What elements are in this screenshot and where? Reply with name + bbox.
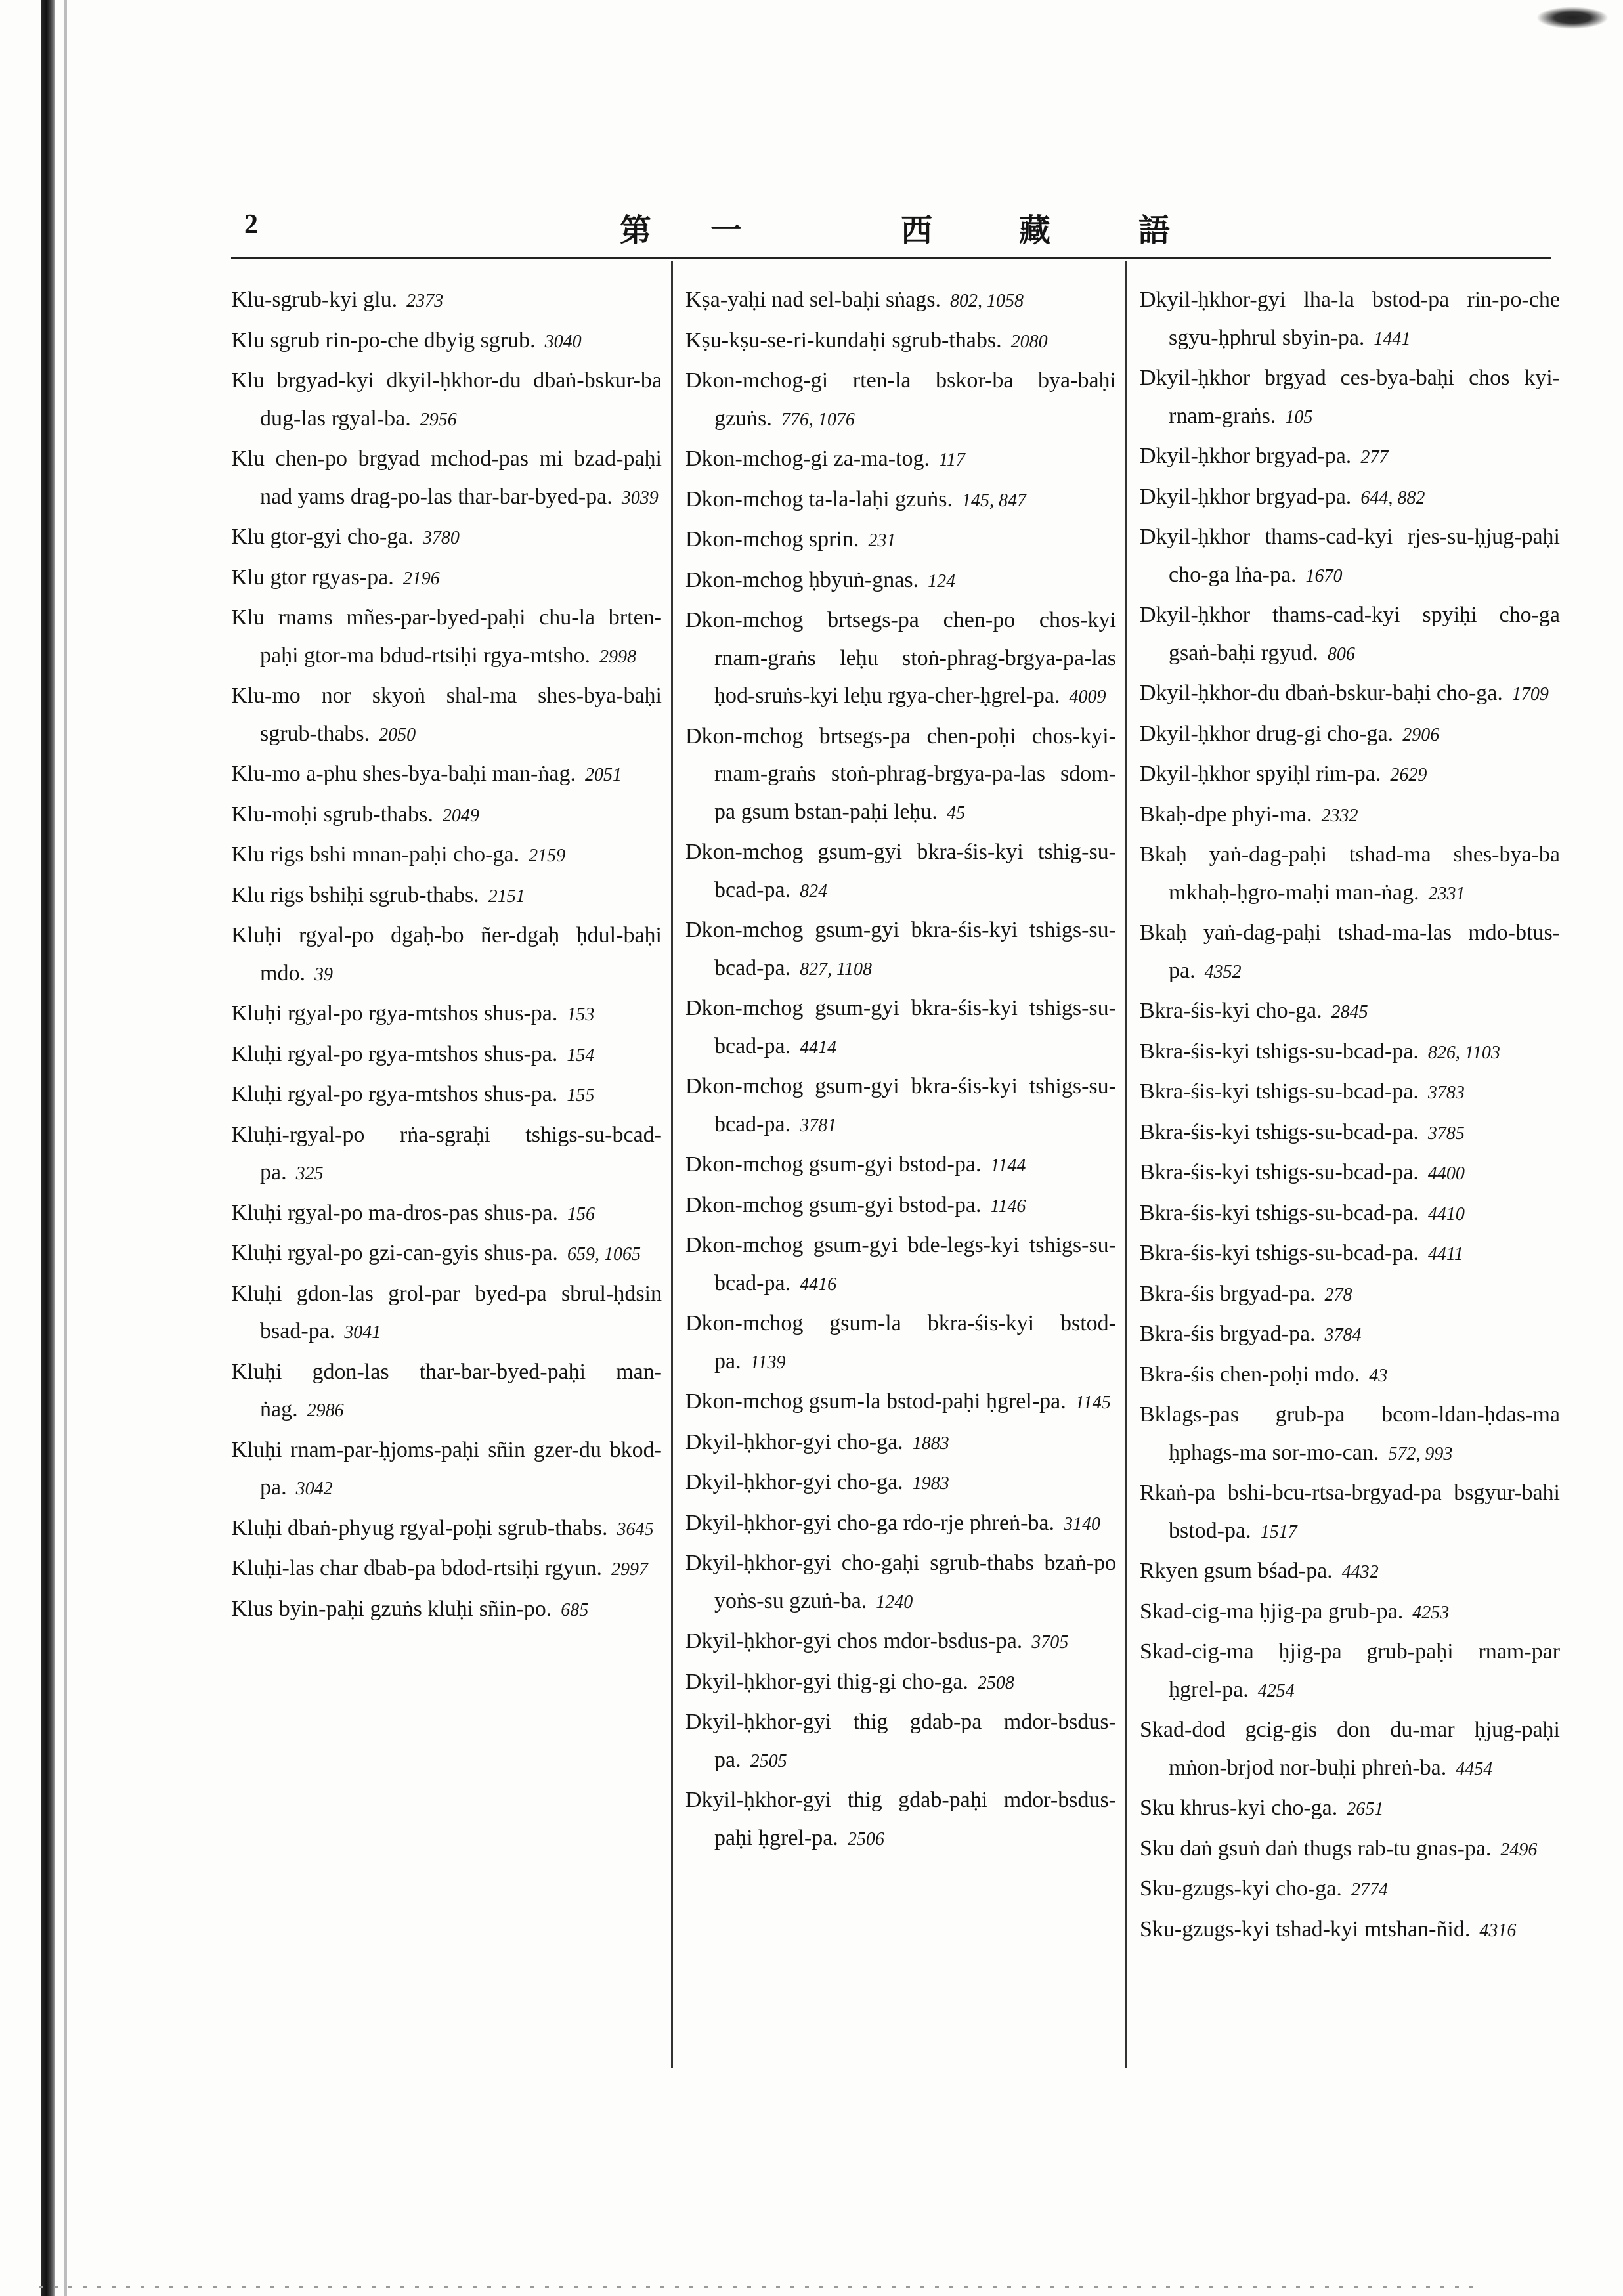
index-entry <box>231 599 662 676</box>
entry-reference-number: 153 <box>567 1005 595 1025</box>
entry-reference-number: 2774 <box>1351 1880 1388 1900</box>
entry-reference-number: 4253 <box>1412 1602 1450 1623</box>
index-entry <box>685 1504 1116 1544</box>
entry-reference-number: 1983 <box>912 1473 949 1494</box>
running-title-char-5: 語 <box>1138 212 1171 249</box>
entry-reference-number: 3783 <box>1427 1083 1465 1103</box>
entry-title: Rkaṅ-pa bshi-bcu-rtsa-brgyad-pa bsgyur-bahi bstod-pa. <box>1140 1481 1560 1543</box>
index-entry <box>1140 518 1560 595</box>
entry-title: Sku daṅ gsuṅ daṅ thugs rab-tu gnas-pa. <box>1140 1836 1492 1861</box>
entry-reference-number: 802, 1058 <box>950 291 1024 311</box>
index-entry <box>1140 715 1560 754</box>
index-entry <box>1140 1711 1560 1788</box>
entry-title: Rkyen gsum bśad-pa. <box>1140 1559 1333 1583</box>
index-entry <box>1140 992 1560 1031</box>
entry-reference-number: 2080 <box>1010 331 1048 352</box>
entry-title: Bkra-śis brgyad-pa. <box>1140 1322 1316 1346</box>
entry-title: Dkyil-ḥkhor-du dbaṅ-bskur-baḥi cho-ga. <box>1140 681 1503 705</box>
index-entry <box>231 1116 662 1193</box>
entry-title: Dkon-mchog gsum-la bstod-paḥi ḥgrel-pa. <box>685 1389 1066 1414</box>
index-entry <box>1140 1396 1560 1473</box>
entry-title: Dkyil-ḥkhor-gyi chos mdor-bsdus-pa. <box>685 1629 1023 1653</box>
entry-title: Kṣa-yaḥi nad sel-baḥi sṅags. <box>685 288 941 312</box>
index-entry <box>685 1383 1116 1422</box>
entry-title: Bkra-śis brgyad-pa. <box>1140 1281 1316 1306</box>
index-entry <box>231 362 662 439</box>
entry-reference-number: 2956 <box>420 409 457 430</box>
index-entry <box>231 877 662 916</box>
entry-title: Kluḥi rgyal-po gzi-can-gyis shus-pa. <box>231 1241 558 1265</box>
entry-title: Dkon-mchog gsum-gyi bkra-śis-kyi tshigs-su-bcad-pa. <box>685 996 1116 1058</box>
entry-title: Dkon-mchog gsum-gyi bstod-pa. <box>685 1152 982 1177</box>
entry-title: Dkon-mchog gsum-gyi bstod-pa. <box>685 1192 982 1217</box>
entry-reference-number: 2506 <box>847 1829 884 1850</box>
index-entry <box>685 601 1116 716</box>
entry-reference-number: 3645 <box>617 1519 654 1540</box>
index-entry <box>685 1423 1116 1463</box>
index-entry <box>231 1353 662 1430</box>
entry-reference-number: 3785 <box>1427 1123 1465 1144</box>
index-entry <box>231 440 662 517</box>
index-entry <box>1140 1073 1560 1112</box>
entry-title: Kluḥi rgyal-po rgya-mtshos shus-pa. <box>231 1082 558 1106</box>
entry-title: Dkon-mchog gsum-gyi bde-legs-kyi tshigs-su-bcad-pa. <box>685 1233 1116 1295</box>
entry-reference-number: 3781 <box>800 1115 837 1136</box>
entry-title: Kluḥi gdon-las thar-bar-byed-paḥi man-ṅag. <box>231 1359 662 1421</box>
index-entry <box>1140 836 1560 913</box>
scan-smudge <box>1536 7 1609 29</box>
entry-title: Klu gtor-gyi cho-ga. <box>231 525 414 549</box>
entry-title: Sku-gzugs-kyi cho-ga. <box>1140 1876 1342 1901</box>
entry-title: Dkyil-ḥkhor-gyi cho-ga rdo-rje phreṅ-ba. <box>685 1510 1055 1535</box>
entry-reference-number: 2332 <box>1321 805 1358 826</box>
index-entry <box>231 1590 662 1630</box>
entry-reference-number: 2051 <box>584 765 622 785</box>
entry-title: Klu brgyad-kyi dkyil-ḥkhor-du dbaṅ-bskur-ba dug-las rgyal-ba. <box>231 368 662 431</box>
entry-title: Dkon-mchog gsum-gyi bkra-śis-kyi tshigs-su-bcad-pa. <box>685 918 1116 980</box>
entry-reference-number: 1144 <box>990 1156 1026 1176</box>
entry-reference-number: 1139 <box>750 1352 786 1373</box>
index-entry <box>685 1622 1116 1662</box>
entry-title: Klu rigs bshiḥi sgrub-thabs. <box>231 882 479 907</box>
index-entry <box>1140 1234 1560 1274</box>
index-entry <box>231 1194 662 1234</box>
entry-reference-number: 43 <box>1369 1365 1388 1386</box>
index-entry <box>1140 1789 1560 1829</box>
entry-title: Kluḥi rgyal-po ma-dros-pas shus-pa. <box>231 1200 558 1225</box>
index-entry <box>231 559 662 598</box>
entry-reference-number: 806 <box>1327 643 1355 664</box>
entry-title: Bkaḥ yaṅ-dag-paḥi tshad-ma-las mdo-btus-pa. <box>1140 921 1560 983</box>
entry-reference-number: 145, 847 <box>961 490 1026 511</box>
index-entry <box>1140 1552 1560 1592</box>
entry-reference-number: 278 <box>1324 1284 1352 1305</box>
entry-title: Dkyil-ḥkhor brgyad-pa. <box>1140 444 1352 468</box>
entry-title: Klu-sgrub-kyi glu. <box>231 288 398 312</box>
index-entry <box>1140 437 1560 477</box>
running-title-char-4: 藏 <box>1019 212 1051 249</box>
entry-reference-number: 117 <box>939 450 965 470</box>
entry-reference-number: 4432 <box>1341 1562 1379 1582</box>
entry-reference-number: 2331 <box>1428 883 1465 904</box>
entry-title: Klu rnams mñes-par-byed-paḥi chu-la brten-paḥi gtor-ma bdud-rtsiḥi rgya-mtsho. <box>231 605 662 668</box>
entry-reference-number: 827, 1108 <box>800 959 873 980</box>
entry-reference-number: 3040 <box>544 331 582 352</box>
entry-title: Dkon-mchog brtsegs-pa chen-po chos-kyi rnam-graṅs leḥu stoṅ-phrag-brgya-pa-las ḥod-sruṅs-kyi leḥu rgya-cher-ḥgrel-pa. <box>685 608 1116 708</box>
entry-title: Dkyil-ḥkhor-gyi cho-ga. <box>685 1470 903 1494</box>
entry-title: Dkon-mchog sprin. <box>685 527 859 552</box>
entry-reference-number: 2629 <box>1390 765 1427 785</box>
entry-reference-number: 4316 <box>1479 1920 1517 1941</box>
index-entry <box>1140 359 1560 436</box>
entry-reference-number: 4454 <box>1456 1758 1493 1779</box>
index-entry <box>685 1463 1116 1503</box>
entry-reference-number: 3042 <box>295 1479 333 1499</box>
entry-reference-number: 2986 <box>307 1400 344 1421</box>
entry-title: Kluḥi-rgyal-po rṅa-sgraḥi tshigs-su-bcad-pa. <box>231 1122 662 1184</box>
index-entry <box>685 1305 1116 1381</box>
entry-title: Kluḥi rnam-par-ḥjoms-paḥi sñin gzer-du bkod-pa. <box>231 1437 662 1500</box>
running-title-char-2: 一 <box>710 212 743 249</box>
index-entry <box>1140 281 1560 358</box>
index-column-3 <box>1140 281 1560 1951</box>
entry-title: Dkyil-ḥkhor-gyi cho-ga. <box>685 1429 903 1454</box>
entry-reference-number: 154 <box>567 1045 595 1066</box>
entry-title: Dkyil-ḥkhor thams-cad-kyi spyiḥi cho-ga gsaṅ-baḥi rgyud. <box>1140 603 1560 665</box>
entry-reference-number: 2998 <box>599 646 636 667</box>
entry-title: Dkon-mchog ta-la-laḥi gzuṅs. <box>685 487 953 511</box>
entry-reference-number: 4410 <box>1427 1203 1465 1224</box>
entry-title: Klu sgrub rin-po-che dbyig sgrub. <box>231 328 536 353</box>
index-entry <box>1140 1275 1560 1314</box>
index-entry <box>685 1703 1116 1780</box>
index-entry <box>685 1544 1116 1621</box>
entry-reference-number: 644, 882 <box>1360 487 1425 508</box>
index-entry <box>685 1146 1116 1185</box>
index-entry <box>1140 1830 1560 1869</box>
entry-reference-number: 4400 <box>1427 1163 1465 1184</box>
entry-title: Dkyil-ḥkhor-gyi lha-la bstod-pa rin-po-che sgyu-ḥphrul sbyin-pa. <box>1140 288 1560 350</box>
entry-reference-number: 572, 993 <box>1388 1443 1453 1464</box>
index-entry <box>1140 1474 1560 1551</box>
entry-title: Bkra-śis-kyi tshigs-su-bcad-pa. <box>1140 1079 1419 1104</box>
entry-title: Dkyil-ḥkhor-gyi thig gdab-pa mdor-bsdus-pa. <box>685 1710 1116 1772</box>
index-entry <box>1140 674 1560 714</box>
index-entry <box>231 917 662 993</box>
entry-reference-number: 685 <box>561 1599 589 1620</box>
index-entry <box>1140 1194 1560 1234</box>
entry-title: Klu-mo nor skyoṅ shal-ma shes-bya-baḥi sgrub-thabs. <box>231 683 662 746</box>
entry-reference-number: 4416 <box>800 1274 837 1295</box>
entry-reference-number: 3705 <box>1031 1632 1069 1653</box>
index-entry <box>685 521 1116 560</box>
entry-title: Dkyil-ḥkhor drug-gi cho-ga. <box>1140 721 1394 746</box>
index-entry <box>685 281 1116 320</box>
entry-title: Klu-mo a-phu shes-bya-baḥi man-ṅag. <box>231 762 576 786</box>
entry-reference-number: 4254 <box>1257 1680 1295 1701</box>
index-entry <box>231 1509 662 1549</box>
entry-title: Dkon-mchog-gi za-ma-tog. <box>685 446 930 471</box>
entry-title: Dkon-mchog gsum-gyi bkra-śis-kyi tshigs-su-bcad-pa. <box>685 1074 1116 1137</box>
index-entry <box>231 755 662 794</box>
index-entry <box>1140 1356 1560 1395</box>
index-entry <box>231 1549 662 1589</box>
entry-reference-number: 2049 <box>442 805 479 826</box>
entry-title: Dkon-mchog brtsegs-pa chen-poḥi chos-kyi-rnam-graṅs stoṅ-phrag-brgya-pa-las sdom-pa gsum bstan-paḥi leḥu. <box>685 724 1116 824</box>
entry-reference-number: 39 <box>314 964 333 985</box>
index-entry <box>231 995 662 1034</box>
index-entry <box>685 1226 1116 1303</box>
entry-title: Kluḥi rgyal-po rgya-mtshos shus-pa. <box>231 1001 558 1026</box>
index-column-1 <box>231 281 662 1630</box>
index-entry <box>231 1035 662 1075</box>
index-entry <box>685 362 1116 439</box>
entry-title: Kluḥi gdon-las grol-par byed-pa sbrul-ḥdsin bsad-pa. <box>231 1281 662 1343</box>
index-entry <box>231 1075 662 1115</box>
index-entry <box>685 1186 1116 1226</box>
entry-reference-number: 1441 <box>1374 328 1411 349</box>
entry-title: Skad-dod gcig-gis don du-mar ḥjug-paḥi mṅon-brjod nor-buḥi phreṅ-ba. <box>1140 1718 1560 1780</box>
entry-reference-number: 231 <box>868 531 896 551</box>
entry-title: Bkra-śis-kyi tshigs-su-bcad-pa. <box>1140 1160 1419 1184</box>
entry-title: Klu chen-po brgyad mchod-pas mi bzad-paḥi nad yams drag-po-las thar-bar-byed-pa. <box>231 446 662 509</box>
entry-reference-number: 2373 <box>406 291 444 311</box>
entry-title: Klu gtor rgyas-pa. <box>231 565 394 590</box>
entry-reference-number: 1240 <box>876 1592 913 1613</box>
entry-reference-number: 1145 <box>1075 1393 1111 1413</box>
running-title-char-3: 西 <box>901 212 933 249</box>
entry-reference-number: 3039 <box>621 487 659 508</box>
entry-title: Bklags-pas grub-pa bcom-ldan-ḥdas-ma ḥphags-ma sor-mo-can. <box>1140 1402 1560 1465</box>
entry-reference-number: 776, 1076 <box>781 409 855 430</box>
entry-title: Skad-cig-ma ḥjig-pa grub-pa. <box>1140 1599 1404 1624</box>
index-entry <box>231 281 662 320</box>
column-divider-2 <box>1125 261 1127 2068</box>
entry-title: Bkra-śis-kyi tshigs-su-bcad-pa. <box>1140 1200 1419 1225</box>
entry-reference-number: 1883 <box>912 1433 949 1454</box>
index-entry <box>685 1068 1116 1144</box>
index-entry <box>231 518 662 557</box>
entry-reference-number: 2508 <box>977 1672 1014 1693</box>
entry-title: Kluḥi rgyal-po rgya-mtshos shus-pa. <box>231 1041 558 1066</box>
entry-title: Bkra-śis chen-poḥi mdo. <box>1140 1362 1360 1387</box>
running-title-char-1: 第 <box>620 212 652 249</box>
entry-reference-number: 3140 <box>1064 1513 1101 1534</box>
entry-reference-number: 1709 <box>1511 684 1549 704</box>
entry-reference-number: 1670 <box>1305 565 1343 586</box>
entry-title: Dkyil-ḥkhor-gyi thig-gi cho-ga. <box>685 1669 968 1694</box>
index-entry <box>231 1431 662 1508</box>
index-entry <box>685 1781 1116 1858</box>
index-entry <box>231 1234 662 1274</box>
entry-title: Dkyil-ḥkhor spyiḥl rim-pa. <box>1140 762 1381 786</box>
entry-title: Klu-moḥi sgrub-thabs. <box>231 802 433 827</box>
entry-reference-number: 2505 <box>750 1750 787 1771</box>
index-entry <box>685 911 1116 988</box>
index-entry <box>685 833 1116 910</box>
entry-reference-number: 3780 <box>422 528 460 548</box>
index-entry <box>1140 1315 1560 1354</box>
index-entry <box>231 677 662 754</box>
index-entry <box>1140 796 1560 835</box>
entry-title: Kluḥi rgyal-po dgaḥ-bo ñer-dgaḥ ḥdul-baḥi mdo. <box>231 923 662 986</box>
index-entry <box>1140 755 1560 794</box>
index-entry <box>685 989 1116 1066</box>
index-entry <box>1140 1114 1560 1153</box>
entry-reference-number: 124 <box>928 571 956 592</box>
index-column-2 <box>685 281 1116 1859</box>
entry-reference-number: 45 <box>946 802 965 823</box>
entry-title: Bkaḥ-dpe phyi-ma. <box>1140 802 1312 827</box>
entry-reference-number: 3784 <box>1324 1325 1362 1345</box>
index-entry <box>1140 596 1560 673</box>
index-entry <box>231 1275 662 1352</box>
entry-reference-number: 105 <box>1285 406 1313 427</box>
entry-reference-number: 2906 <box>1402 724 1440 745</box>
entry-title: Dkon-mchog ḥbyuṅ-gnas. <box>685 567 919 592</box>
index-entry <box>231 322 662 361</box>
entry-reference-number: 4009 <box>1069 687 1106 707</box>
index-entry <box>1140 914 1560 991</box>
page-number: 2 <box>244 209 258 240</box>
entry-title: Kṣu-kṣu-se-ri-kundaḥi sgrub-thabs. <box>685 328 1002 353</box>
index-entry <box>1140 1033 1560 1072</box>
entry-title: Dkyil-ḥkhor-gyi thig gdab-paḥi mdor-bsdus-paḥi ḥgrel-pa. <box>685 1788 1116 1850</box>
entry-reference-number: 659, 1065 <box>567 1244 641 1265</box>
entry-title: Bkaḥ yaṅ-dag-paḥi tshad-ma shes-bya-ba mkhaḥ-ḥgro-maḥi man-ṅag. <box>1140 842 1560 905</box>
index-entry <box>685 322 1116 361</box>
index-entry <box>231 836 662 875</box>
entry-title: Kluḥi-las char dbab-pa bdod-rtsiḥi rgyun. <box>231 1556 602 1580</box>
entry-title: Dkon-mchog gsum-la bkra-śis-kyi bstod-pa. <box>685 1311 1116 1374</box>
entry-title: Dkon-mchog-gi rten-la bskor-ba bya-baḥi gzuṅs. <box>685 368 1116 431</box>
entry-title: Dkyil-ḥkhor-gyi cho-gaḥi sgrub-thabs bzaṅ-po yoṅs-su gzuṅ-ba. <box>685 1551 1116 1613</box>
entry-title: Kluḥi dbaṅ-phyug rgyal-poḥi sgrub-thabs. <box>231 1515 608 1540</box>
entry-reference-number: 824 <box>800 880 828 901</box>
binding-edge <box>41 0 55 2296</box>
index-entry <box>1140 1633 1560 1710</box>
entry-reference-number: 2151 <box>488 886 525 907</box>
index-entry <box>231 796 662 835</box>
entry-reference-number: 4352 <box>1204 961 1242 982</box>
entry-title: Klus byin-paḥi gzuṅs kluḥi sñin-po. <box>231 1596 552 1621</box>
entry-reference-number: 2159 <box>529 846 566 866</box>
entry-reference-number: 826, 1103 <box>1427 1042 1500 1063</box>
entry-reference-number: 2196 <box>402 568 440 589</box>
index-entry <box>685 440 1116 479</box>
entry-title: Dkyil-ḥkhor brgyad ces-bya-baḥi chos kyi-rnam-graṅs. <box>1140 366 1560 428</box>
index-entry <box>685 561 1116 601</box>
header-rule <box>231 257 1551 259</box>
entry-reference-number: 2997 <box>611 1559 648 1580</box>
index-entry <box>685 481 1116 520</box>
entry-reference-number: 2845 <box>1331 1002 1368 1022</box>
entry-reference-number: 2496 <box>1500 1839 1538 1860</box>
scan-artifact-dots <box>39 2286 1484 2288</box>
index-entry <box>1140 478 1560 517</box>
entry-reference-number: 4414 <box>800 1037 837 1058</box>
entry-title: Sku-gzugs-kyi tshad-kyi mtshan-ñid. <box>1140 1917 1471 1941</box>
entry-title: Bkra-śis-kyi tshigs-su-bcad-pa. <box>1140 1039 1419 1064</box>
index-entry <box>1140 1593 1560 1632</box>
entry-reference-number: 277 <box>1360 447 1389 467</box>
entry-title: Dkyil-ḥkhor brgyad-pa. <box>1140 484 1352 509</box>
entry-title: Dkon-mchog gsum-gyi bkra-śis-kyi tshig-su-bcad-pa. <box>685 840 1116 902</box>
column-divider-1 <box>671 261 673 2068</box>
index-entry <box>1140 1911 1560 1950</box>
entry-title: Klu rigs bshi mnan-paḥi cho-ga. <box>231 842 520 867</box>
index-entry <box>1140 1154 1560 1193</box>
entry-reference-number: 3041 <box>344 1322 381 1343</box>
index-entry <box>685 1663 1116 1702</box>
entry-title: Skad-cig-ma ḥjig-pa grub-paḥi rnam-par ḥgrel-pa. <box>1140 1639 1560 1702</box>
entry-title: Dkyil-ḥkhor thams-cad-kyi rjes-su-ḥjug-paḥi cho-ga lṅa-pa. <box>1140 525 1560 587</box>
entry-title: Bkra-śis-kyi tshigs-su-bcad-pa. <box>1140 1241 1419 1265</box>
entry-reference-number: 1146 <box>990 1196 1026 1217</box>
index-entry <box>1140 1870 1560 1909</box>
entry-reference-number: 4411 <box>1427 1244 1463 1265</box>
entry-reference-number: 2651 <box>1347 1799 1384 1819</box>
entry-reference-number: 156 <box>567 1203 595 1224</box>
entry-reference-number: 325 <box>295 1163 324 1184</box>
entry-reference-number: 1517 <box>1260 1521 1297 1542</box>
entry-reference-number: 2050 <box>379 724 416 745</box>
index-entry <box>685 718 1116 833</box>
entry-reference-number: 155 <box>567 1085 595 1106</box>
entry-title: Sku khrus-kyi cho-ga. <box>1140 1796 1338 1820</box>
entry-title: Bkra-śis-kyi cho-ga. <box>1140 999 1322 1023</box>
entry-title: Bkra-śis-kyi tshigs-su-bcad-pa. <box>1140 1119 1419 1144</box>
binding-edge-line <box>64 0 67 2296</box>
